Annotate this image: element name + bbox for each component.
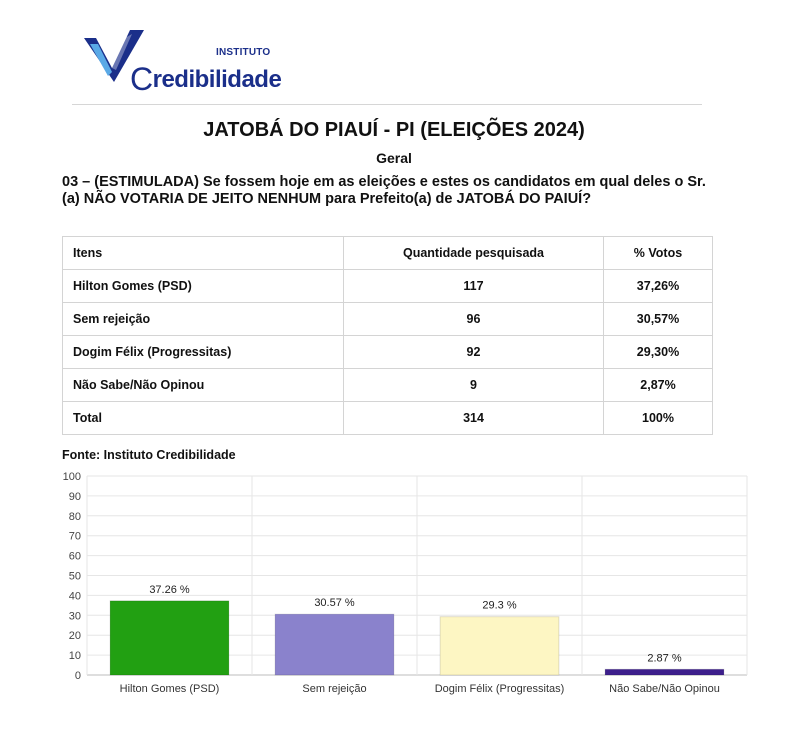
bar: [440, 617, 559, 675]
cell-item: Não Sabe/Não Opinou: [63, 369, 344, 402]
cell-quantity: 117: [344, 270, 604, 303]
table-row: [63, 369, 713, 402]
bar: [110, 601, 229, 675]
bar-data-label: 30.57 %: [314, 597, 355, 610]
table-row: [63, 336, 713, 369]
header-divider: [72, 104, 702, 105]
survey-question: 03 – (ESTIMULADA) Se fossem hoje em as eleições e estes os candidatos em qual deles o Sr.(a) NÃO VOTARIA DE JEITO NENHUM para Prefeito(a) de JATOBÁ DO PAIUÍ?: [62, 174, 706, 207]
bar: [275, 614, 394, 675]
page-title: JATOBÁ DO PIAUÍ - PI (ELEIÇÕES 2024): [203, 119, 585, 141]
cell-item: Total: [63, 402, 344, 435]
y-tick-label: 10: [68, 650, 81, 663]
bar-data-label: 2.87 %: [647, 652, 682, 665]
bar-data-label: 29.3 %: [482, 599, 517, 612]
y-tick-label: 40: [68, 590, 81, 603]
logo: [82, 24, 282, 97]
cell-quantity: 92: [344, 336, 604, 369]
x-category-label: Dogim Félix (Progressitas): [434, 683, 565, 695]
x-category-label: Hilton Gomes (PSD): [119, 683, 220, 695]
y-tick-label: 0: [74, 670, 81, 682]
cell-percent: 29,30%: [604, 336, 713, 369]
y-tick-label: 60: [68, 550, 81, 563]
bar: [605, 669, 724, 675]
page-subtitle: Geral: [376, 150, 412, 166]
y-tick-label: 90: [68, 490, 81, 503]
cell-percent: 100%: [604, 402, 713, 435]
logo-wordmark-initial: C: [130, 61, 153, 97]
table-row: [63, 270, 713, 303]
cell-percent: 37,26%: [604, 270, 713, 303]
cell-quantity: 9: [344, 369, 604, 402]
x-category-label: Sem rejeição: [302, 683, 367, 695]
logo-wordmark: [130, 58, 281, 95]
x-category-label: Não Sabe/Não Opinou: [609, 683, 720, 695]
y-tick-label: 20: [68, 630, 81, 643]
results-table: [62, 236, 713, 435]
cell-item: Hilton Gomes (PSD): [63, 270, 344, 303]
source-note: Fonte: Instituto Credibilidade: [62, 448, 236, 462]
bar-data-label: 37.26 %: [149, 583, 190, 596]
bar-chart: [0, 466, 788, 706]
cell-item: Dogim Félix (Progressitas): [63, 336, 344, 369]
table-header-row: [63, 237, 713, 270]
logo-wordmark-rest: redibilidade: [152, 66, 282, 93]
table-total-row: [63, 402, 713, 435]
y-tick-label: 100: [62, 471, 81, 483]
cell-item: Sem rejeição: [63, 303, 344, 336]
cell-quantity: 96: [344, 303, 604, 336]
table-row: [63, 303, 713, 336]
cell-percent: 30,57%: [604, 303, 713, 336]
column-header-quantity: Quantidade pesquisada: [344, 237, 604, 270]
cell-quantity: 314: [344, 402, 604, 435]
column-header-items: Itens: [63, 237, 344, 270]
y-tick-label: 30: [68, 610, 81, 623]
y-tick-label: 80: [68, 510, 81, 523]
column-header-votes: % Votos: [604, 237, 713, 270]
logo-top-text: INSTITUTO: [216, 47, 271, 58]
y-tick-label: 50: [68, 570, 81, 583]
cell-percent: 2,87%: [604, 369, 713, 402]
y-tick-label: 70: [68, 530, 81, 543]
